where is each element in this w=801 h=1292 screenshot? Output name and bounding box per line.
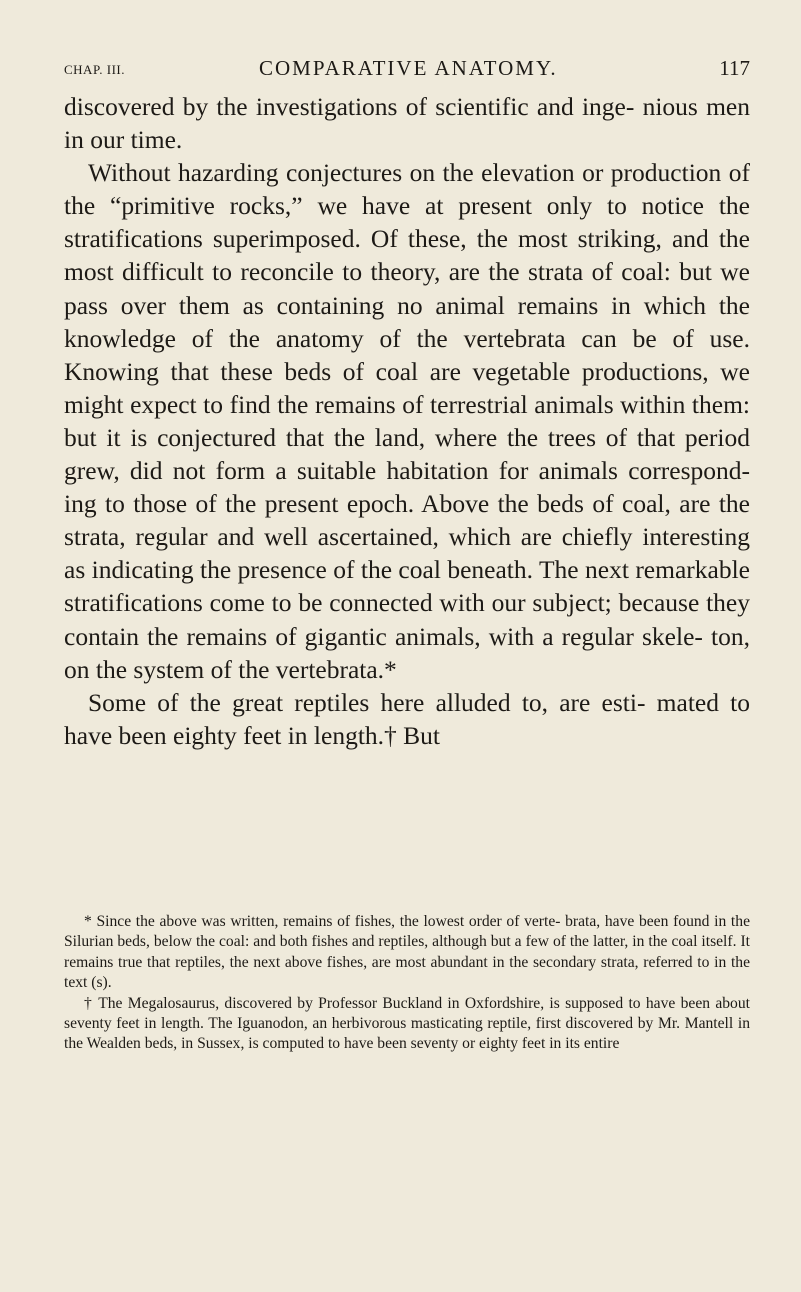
running-title: COMPARATIVE ANATOMY. — [259, 56, 558, 80]
footnote-1: * Since the above was written, remains of fishes, the lowest order of verte- brata, have been found in the Silurian beds, below the coal: and both fishes and reptiles, although but a few of the latter, in the coal itself. It remains true that reptiles, the next above fishes, are most abundant in the secondary strata, referred to in the text (s). — [64, 913, 750, 992]
chapter-label: CHAP. III. — [64, 62, 125, 77]
footnotes — [64, 912, 750, 1055]
paragraph-3: Some of the great reptiles here alluded to, are esti- mated to have been eighty feet in length.† But — [64, 687, 750, 750]
footnote-2: † The Megalosaurus, discovered by Professor Buckland in Oxfordshire, is supposed to have been about seventy feet in length. The Iguanodon, an herbivorous masticating reptile, first discovered by Mr. Mantell in the Wealden beds, in Sussex, is computed to have been seventy or eighty feet in its entire — [64, 994, 750, 1053]
paragraph-1: discovered by the investigations of scientific and inge- nious men in our time. — [64, 92, 750, 155]
page-number: 117 — [719, 56, 750, 80]
running-header — [64, 56, 750, 82]
main-text — [64, 90, 750, 752]
paragraph-2: Without hazarding conjectures on the elevation or production of the “primitive rocks,” we have at present only to notice the stratifications superimposed. Of these, the most striking, and the most difficult to reconcile to theory, are the strata of coal: but we pass over them as containing no animal remains in which the knowledge of the anatomy of the vertebrata can be of use. Knowing that these beds of coal are vegetable productions, we might expect to find the remains of terrestrial animals within them: but it is conjectured that the land, where the trees of that period grew, did not form a suitable habitation for animals correspond- ing to those of the present epoch. Above the beds of coal, are the strata, regular and well ascertained, which are chiefly interesting as indicating the presence of the coal beneath. The next remarkable stratifications come to be connected with our subject; because they contain the remains of gigantic animals, with a regular skele- ton, on the system of the vertebrata.* — [64, 158, 750, 684]
